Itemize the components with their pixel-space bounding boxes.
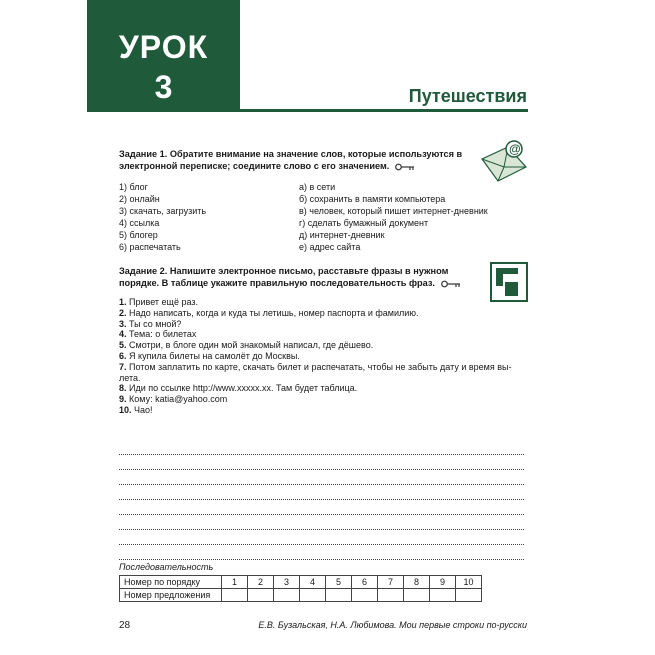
lesson-number: 3: [154, 69, 173, 105]
order-row: [120, 576, 482, 589]
meaning-item: д) интернет-дневник: [299, 229, 385, 240]
answer-cell[interactable]: [378, 589, 404, 602]
task1-title-text: Задание 1. Обратите внимание на значение слов, которые используются в электронной переписке; соедините слово с его значением.: [119, 149, 463, 171]
word-item: 2) онлайн: [119, 193, 160, 204]
task1-title: [119, 148, 484, 172]
phrase-item: 3. Ты со мной?: [119, 318, 182, 329]
word-item: 1) блог: [119, 182, 148, 192]
order-number-cell: 9: [430, 576, 456, 589]
order-number-cell: 1: [222, 576, 248, 589]
answer-cell[interactable]: [326, 589, 352, 602]
answer-cell[interactable]: [274, 589, 300, 602]
task2-phrases: [119, 297, 529, 416]
svg-text:@: @: [509, 142, 521, 156]
answer-line[interactable]: [119, 545, 524, 560]
meaning-item: е) адрес сайта: [299, 241, 361, 252]
phrase-item: 7. Потом заплатить по карте, скачать билет и распечатать, чтобы не забыть дату и время вы-лета.: [119, 361, 512, 383]
key-icon: [395, 163, 415, 171]
lesson-topic: Путешествия: [408, 86, 527, 106]
answer-cell[interactable]: [456, 589, 482, 602]
task1-words: [119, 182, 206, 253]
order-row-label: Номер по порядку: [120, 576, 222, 589]
phrase-item: 9. Кому: katia@yahoo.com: [119, 394, 228, 405]
sequence-label: Последовательность: [119, 562, 214, 572]
lesson-word: УРОК: [118, 29, 209, 65]
order-number-cell: 10: [456, 576, 482, 589]
task2-title-text: Задание 2. Напишите электронное письмо, расставьте фразы в нужном порядке. В таблице укажите правильную последовательность фраз.: [119, 266, 449, 288]
answer-line[interactable]: [119, 455, 524, 470]
answer-line[interactable]: [119, 485, 524, 500]
answer-line[interactable]: [119, 470, 524, 485]
order-number-cell: 7: [378, 576, 404, 589]
answer-cell[interactable]: [404, 589, 430, 602]
meaning-item: б) сохранить в памяти компьютера: [299, 193, 446, 204]
answer-line[interactable]: [119, 440, 524, 455]
answer-cell[interactable]: [248, 589, 274, 602]
order-number-cell: 6: [352, 576, 378, 589]
word-item: 5) блогер: [119, 229, 158, 240]
sentence-row-label: Номер предложения: [120, 589, 222, 602]
page-number: 28: [119, 620, 131, 631]
answer-lines[interactable]: [119, 440, 524, 560]
answer-cell[interactable]: [300, 589, 326, 602]
order-number-cell: 5: [326, 576, 352, 589]
answer-line[interactable]: [119, 530, 524, 545]
header-rule: [87, 109, 528, 112]
meaning-item: г) сделать бумажный документ: [299, 217, 429, 228]
puzzle-icon: [490, 262, 528, 302]
word-item: 6) распечатать: [119, 241, 181, 252]
sequence-table: [119, 575, 482, 602]
phrase-item: 4. Тема: о билетах: [119, 329, 197, 340]
answer-cell[interactable]: [352, 589, 378, 602]
phrase-item: 2. Надо написать, когда и куда ты летишь, номер паспорта и фамилию.: [119, 307, 419, 318]
meaning-item: а) в сети: [299, 182, 336, 192]
task2-title: [119, 265, 484, 289]
order-number-cell: 3: [274, 576, 300, 589]
answer-line[interactable]: [119, 515, 524, 530]
lesson-header-box: [87, 0, 240, 110]
phrase-item: 1. Привет ещё раз.: [119, 297, 198, 307]
word-item: 4) ссылка: [119, 217, 160, 228]
phrase-item: 8. Иди по ссылке http://www.xxxxx.xx. Там будет таблица.: [119, 383, 358, 394]
phrase-item: 5. Смотри, в блоге один мой знакомый написал, где дёшево.: [119, 340, 374, 351]
phrase-item: 6. Я купила билеты на самолёт до Москвы.: [119, 350, 300, 361]
sentence-row: [120, 589, 482, 602]
order-number-cell: 2: [248, 576, 274, 589]
task1-meanings: [299, 182, 488, 253]
answer-line[interactable]: [119, 500, 524, 515]
key-icon: [441, 280, 461, 288]
word-item: 3) скачать, загрузить: [119, 205, 207, 216]
footer-citation: Е.В. Бузальская, Н.А. Любимова. Мои первые строки по-русски: [258, 620, 527, 630]
order-number-cell: 4: [300, 576, 326, 589]
meaning-item: в) человек, который пишет интернет-дневник: [299, 205, 488, 216]
order-number-cell: 8: [404, 576, 430, 589]
answer-cell[interactable]: [430, 589, 456, 602]
phrase-item: 10. Чао!: [119, 404, 153, 415]
answer-cell[interactable]: [222, 589, 248, 602]
